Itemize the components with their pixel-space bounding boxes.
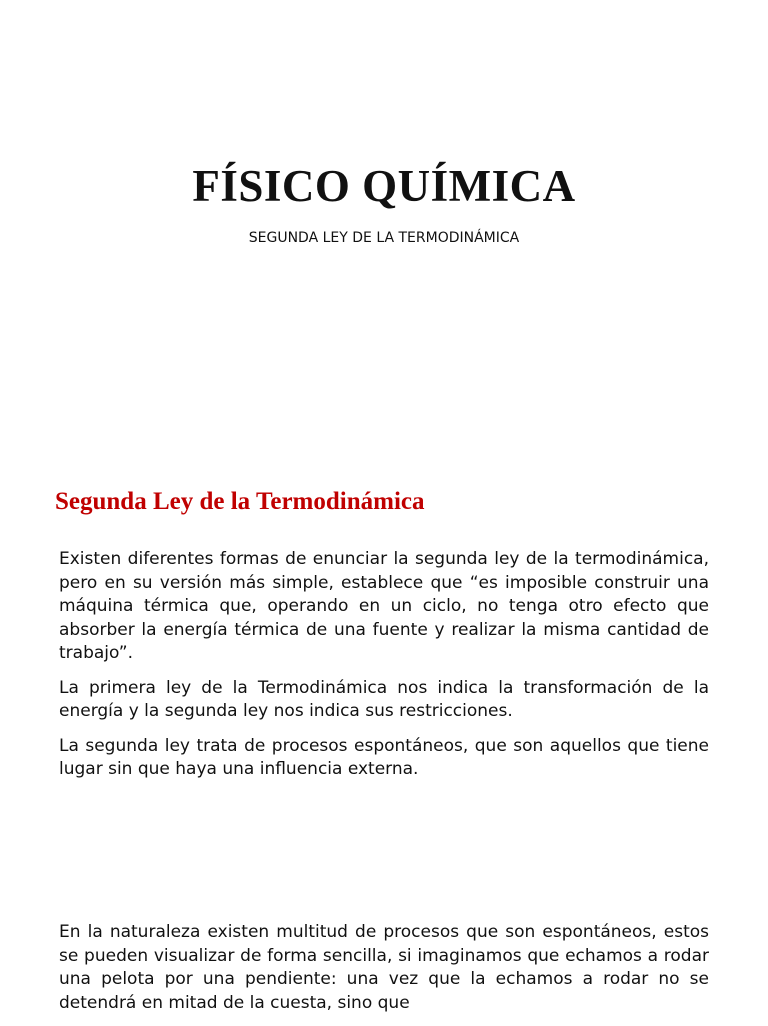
page-subtitle: SEGUNDA LEY DE LA TERMODINÁMICA xyxy=(248,230,520,246)
paragraph: La segunda ley trata de procesos espontáneos, que son aquellos que tiene lugar sin que haya una influencia externa. xyxy=(59,735,709,779)
section-heading: Segunda Ley de la Termodinámica xyxy=(55,488,425,515)
content-slide xyxy=(0,400,768,1024)
paragraph: En la naturaleza existen multitud de procesos que son espontáneos, estos se pueden visualizar de forma sencilla, si imaginamos que echamos a rodar una pelota por una pendiente: una vez que la echamos a rodar no se detendrá en mitad de la cuesta, sino que xyxy=(59,922,709,1013)
title-slide xyxy=(0,0,768,400)
paragraph: La primera ley de la Termodinámica nos indica la transformación de la energía y la segunda ley nos indica sus restricciones. xyxy=(59,677,709,721)
page-title: FÍSICO QUÍMICA xyxy=(192,161,576,211)
body-text xyxy=(59,548,709,793)
paragraph: Existen diferentes formas de enunciar la segunda ley de la termodinámica, pero en su versión más simple, establece que “es imposible construir una máquina térmica que, operando en un ciclo, no tenga otro efecto que absorber la energía térmica de una fuente y realizar la misma cantidad de trabajo”. xyxy=(59,549,709,663)
body-text-lower xyxy=(59,921,709,1026)
